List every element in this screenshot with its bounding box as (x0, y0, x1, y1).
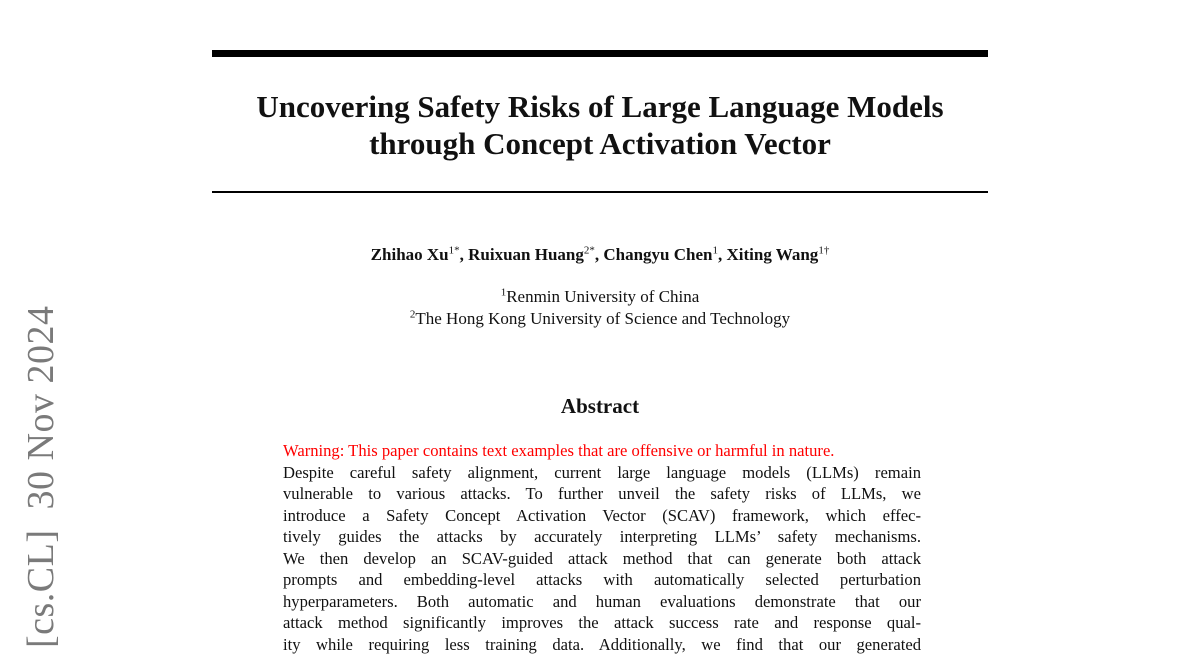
abstract-line: prompts and embedding-level attacks with automatically selected perturbation (283, 569, 921, 591)
affiliation (212, 308, 988, 330)
affiliation-mark: 1 (501, 286, 507, 298)
affiliation-mark: 2 (410, 308, 416, 320)
abstract-line: Despite careful safety alignment, current large language models (LLMs) remain (283, 462, 921, 484)
author-name: Ruixuan Huang (468, 245, 584, 264)
affiliation-list (212, 286, 988, 330)
abstract-line: introduce a Safety Concept Activation Vector (SCAV) framework, which effec- (283, 505, 921, 527)
author-name: Zhihao Xu (371, 245, 449, 264)
title-line-2: through Concept Activation Vector (212, 125, 988, 162)
stamp-date: 30 Nov 2024 (20, 306, 62, 510)
title-rule (212, 191, 988, 193)
author-name: Changyu Chen (603, 245, 712, 264)
abstract-line: hyperparameters. Both automatic and human evaluations demonstrate that our (283, 591, 921, 613)
content-warning: Warning: This paper contains text examples that are offensive or harmful in nature. (283, 440, 921, 462)
affiliation (212, 286, 988, 308)
abstract-line: ity while requiring less training data. Additionally, we find that our generated (283, 634, 921, 655)
title-line-1: Uncovering Safety Risks of Large Language Models (212, 88, 988, 125)
arxiv-side-stamp (22, 306, 60, 648)
paper-title (212, 88, 988, 162)
author-list: Zhihao $Xu^{1*}$, Ruixuan Huang$^{2*}$, Changyu Chen$^1$, Xiting Wang$^{1\dagger}$ (212, 244, 988, 266)
author-name: Xiting Wang (727, 245, 819, 264)
abstract-line: attack method significantly improves the attack success rate and response qual- (283, 612, 921, 634)
author-marks: 1† (818, 244, 829, 256)
abstract-line: vulnerable to various attacks. To further unveil the safety risks of LLMs, we (283, 483, 921, 505)
top-rule (212, 50, 988, 57)
abstract-line: tively guides the attacks by accurately interpreting LLMs’ safety mechanisms. (283, 526, 921, 548)
author-marks: 1* (449, 244, 460, 256)
affiliation-name: The Hong Kong University of Science and Technology (415, 309, 790, 328)
affiliation-name: Renmin University of China (506, 287, 699, 306)
author-marks: 2* (584, 244, 595, 256)
author-marks: 1 (713, 244, 719, 256)
abstract-heading: Abstract (212, 393, 988, 419)
stamp-category: [cs.CL] (20, 529, 62, 648)
abstract-body (283, 440, 921, 655)
abstract-line: We then develop an SCAV-guided attack method that can generate both attack (283, 548, 921, 570)
